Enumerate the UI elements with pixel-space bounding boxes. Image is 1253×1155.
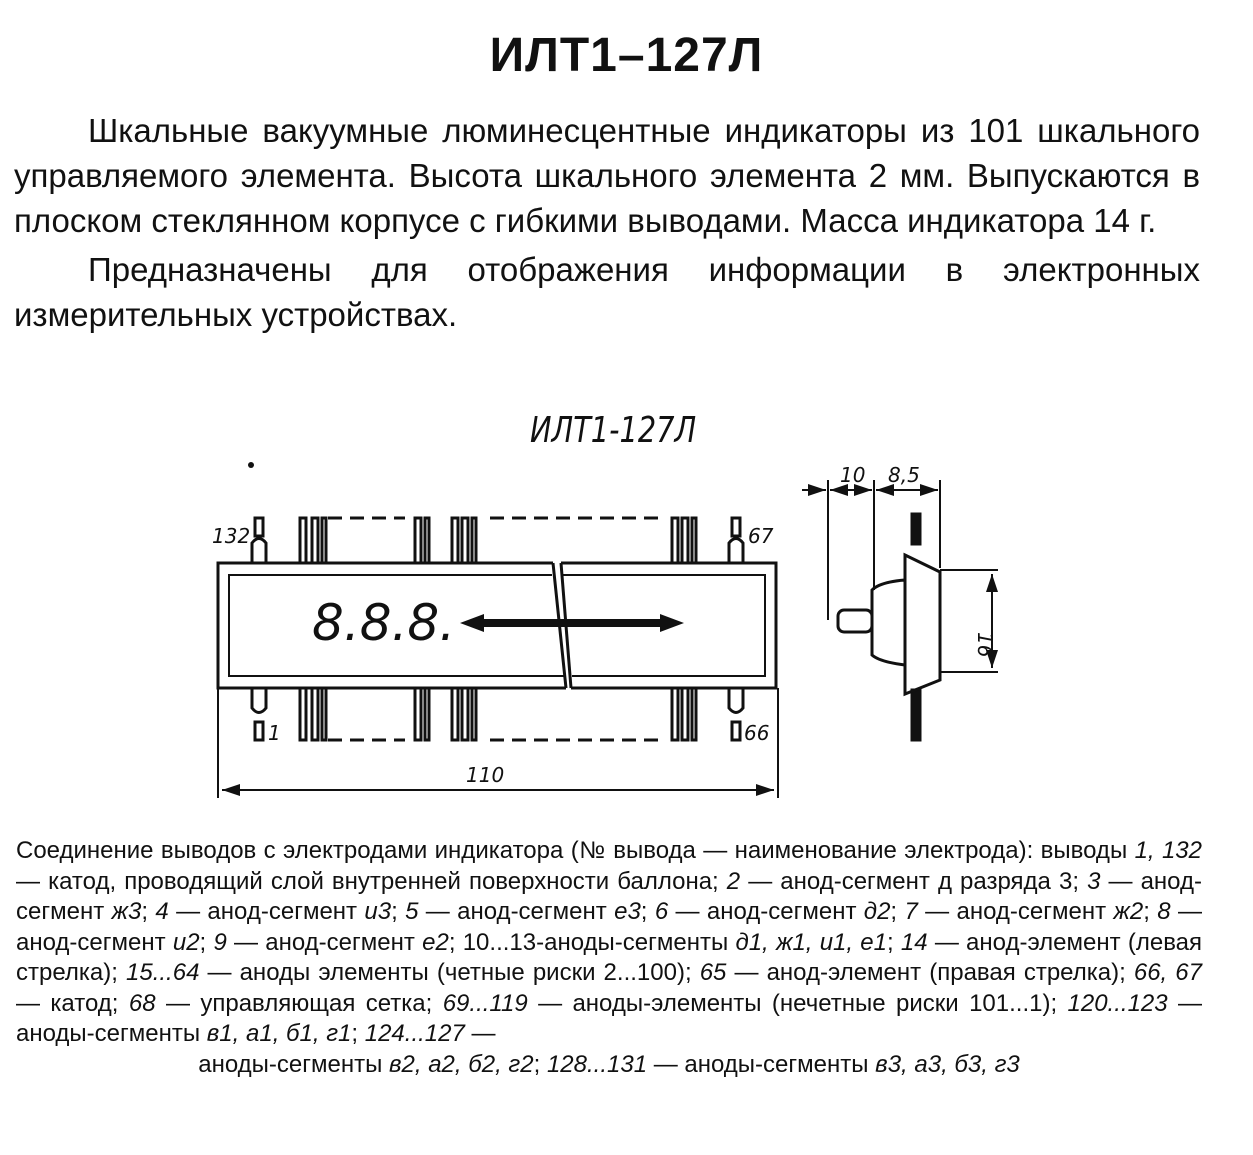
pin-label-67: 67 — [748, 524, 774, 548]
intro-paragraph-2: Предназначены для отображения информации в электронных измерительных устройствах. — [14, 251, 1200, 333]
note-text: — анод-сегмент — [16, 867, 1202, 925]
page-title: ИЛТ1–127Л — [489, 29, 764, 82]
note-text: — анод-сегмент д разряда 3; — [740, 867, 1088, 895]
dim-side-b: 8,5 — [888, 463, 920, 487]
note-text: аноды-сегменты — [198, 1050, 389, 1078]
indicator-side-view — [802, 480, 998, 740]
intro-paragraph-1: Шкальные вакуумные люминесцентные индикаторы из 101 шкального управляемого элемента. Высота шкального элемента 2 мм. Выпускаются в плоском стеклянном корпусе с гибкими выводами. Масса индикатора 14 г. — [14, 112, 1200, 239]
note-text: ; — [886, 928, 901, 956]
note-pin: 6 — [654, 898, 669, 925]
note-pin: ж2 — [1113, 898, 1144, 925]
note-pin: 68 — [128, 989, 156, 1017]
note-pin: 7 — [904, 898, 918, 925]
note-pin: 66, 67 — [1133, 959, 1202, 986]
note-text: — анод-сегмент — [418, 898, 615, 925]
note-text: — аноды элементы (четные риски 2...100); — [199, 959, 700, 986]
note-text: ; — [199, 928, 214, 956]
note-pin: 3 — [1087, 867, 1101, 895]
note-pin: е2 — [422, 928, 449, 956]
display-digits: 8.8.8. — [312, 594, 456, 652]
note-pin: 124...127 — [364, 1020, 465, 1047]
scale-arrow — [460, 614, 684, 632]
note-text: — анод-сегмент — [226, 928, 423, 956]
dim-height: 16 — [973, 632, 997, 658]
note-pin: 9 — [213, 928, 227, 956]
note-pin: 4 — [155, 898, 169, 925]
pin-connection-notes — [16, 836, 1202, 1080]
note-pin: в3, а3, б3, г3 — [875, 1050, 1020, 1078]
bottom-pins — [252, 688, 743, 740]
note-text: ; 10...13-аноды-сегменты — [448, 928, 736, 956]
notes-last-line — [16, 1050, 1202, 1081]
note-text: — анод-элемент (правая стрелка); — [726, 959, 1134, 986]
note-text: — анод-сегмент — [917, 898, 1114, 925]
note-pin: 128...131 — [546, 1050, 648, 1078]
note-text: ; — [141, 898, 156, 925]
note-text: Соединение выводов с электродами индикатора (№ вывода — наименование электрода): выводы — [16, 837, 1135, 864]
pin-label-66: 66 — [744, 721, 770, 745]
note-text: ; — [391, 898, 406, 925]
note-pin: 8 — [1157, 898, 1171, 925]
note-pin: 2 — [726, 867, 741, 895]
note-text: — — [464, 1020, 496, 1047]
note-text: — управляющая сетка; — [155, 989, 443, 1017]
note-text: — катод, проводящий слой внутренней поверхности баллона; — [16, 867, 727, 895]
note-pin: е3 — [614, 898, 641, 925]
top-pins — [252, 518, 743, 563]
note-pin: в1, а1, б1, г1 — [206, 1020, 352, 1047]
note-pin: д2 — [863, 898, 891, 925]
note-text: ; — [640, 898, 655, 925]
note-text: — анод-сегмент — [168, 898, 365, 925]
note-pin: 65 — [699, 959, 727, 986]
pin-label-132: 132 — [212, 524, 251, 548]
note-text: — катод; — [16, 989, 129, 1017]
note-text: ; — [533, 1050, 547, 1078]
note-text: — аноды-элементы (нечетные риски 101...1); — [527, 989, 1068, 1017]
drawing-caption: ИЛТ1-127Л — [530, 410, 697, 451]
note-pin: и2 — [172, 928, 200, 956]
note-pin: д1, ж1, и1, е1 — [735, 928, 887, 956]
pin-label-1: 1 — [268, 721, 281, 745]
note-pin: 15...64 — [126, 959, 200, 986]
note-pin: 69...119 — [442, 989, 528, 1017]
note-pin: 1, 132 — [1134, 837, 1202, 864]
dim-length: 110 — [466, 763, 505, 787]
note-text: — анод-элемент (левая стрелка); — [16, 928, 1203, 986]
note-pin: в2, а2, б2, г2 — [389, 1050, 534, 1078]
note-text: — аноды-сегменты — [647, 1050, 876, 1078]
note-text: — аноды-сегменты — [16, 989, 1203, 1047]
note-text: — анод-сегмент — [16, 898, 1202, 956]
dim-side-a: 10 — [840, 463, 866, 487]
note-pin: и3 — [364, 898, 392, 925]
note-text: ; — [890, 898, 905, 925]
note-text: ; — [1143, 898, 1158, 925]
note-text: — анод-сегмент — [668, 898, 864, 925]
note-text: ; — [351, 1020, 365, 1047]
note-pin: 14 — [900, 928, 928, 956]
note-pin: 120...123 — [1067, 989, 1168, 1017]
note-pin: 5 — [405, 898, 419, 925]
note-pin: ж3 — [111, 898, 142, 925]
